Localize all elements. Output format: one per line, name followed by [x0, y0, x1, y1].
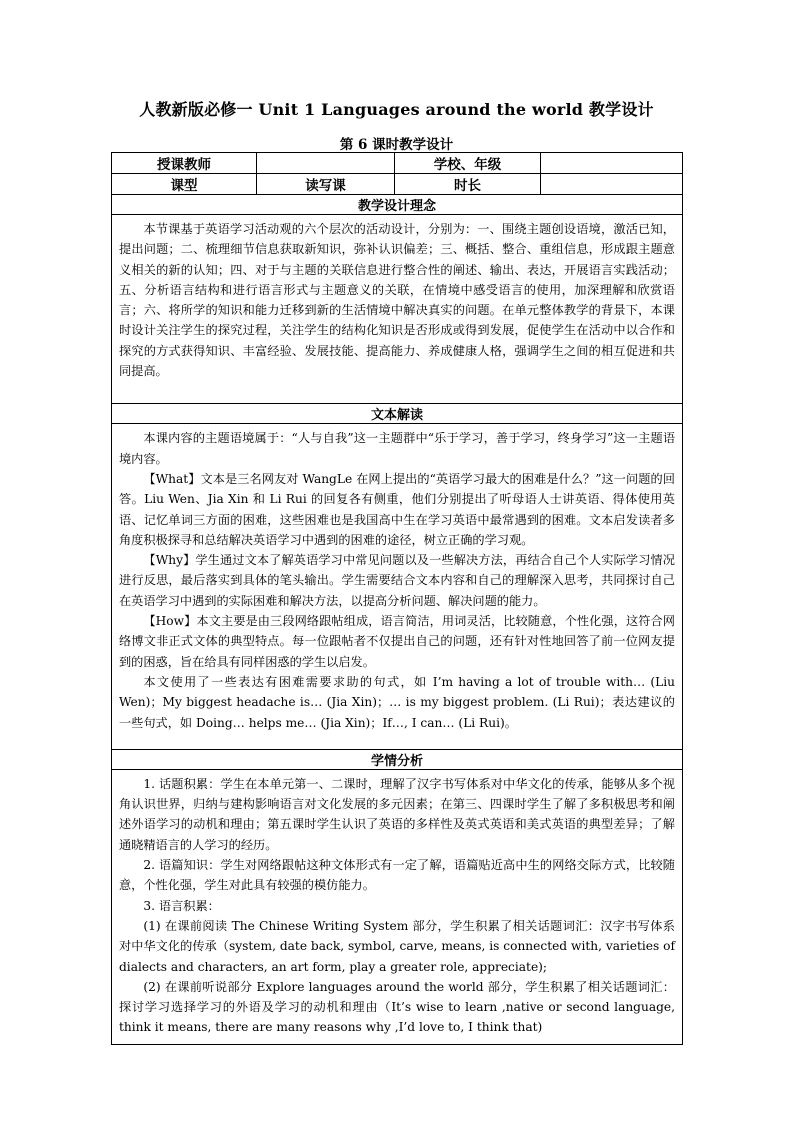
section-title-philosophy: 教学设计理念: [112, 195, 683, 215]
learner-analysis-content: [112, 769, 683, 1044]
school-grade-value: [541, 153, 683, 174]
philosophy-content: [112, 215, 683, 404]
duration-value: [541, 174, 683, 195]
header-row-1: [112, 153, 683, 174]
text-analysis-paragraph: 【How】本文主要是由三段网络跟帖组成，语言简洁，用词灵活，比较随意，个性化强，这符合网络博文非正式文体的典型特点。每一位跟帖者不仅提出自己的问题，还有针对性地回答了前一位网友提到的困惑，旨在给具有同样困惑的学生以启发。: [119, 614, 675, 669]
document-title: 人教新版必修一 Unit 1 Languages around the world 教学设计: [139, 100, 654, 119]
school-grade-label: 学校、年级: [395, 153, 541, 174]
lesson-type-value: 读写课: [257, 174, 395, 195]
header-row-2: [112, 174, 683, 195]
teacher-label: 授课教师: [112, 153, 257, 174]
section-title-text-analysis: 文本解读: [112, 404, 683, 424]
learner-analysis-paragraph: 1. 话题积累：学生在本单元第一、二课时，理解了汉字书写体系对中华文化的传承，能够从多个视角认识世界，归纳与建构影响语言对文化发展的多元因素；在第三、四课时学生了解了多积极思考和阐述外语学习的动机和理由；第五课时学生认识了英语的多样性及英式英语和美式英语的典型差异；了解通晓精语言的人学习的经历。: [119, 776, 675, 852]
text-analysis-content: [112, 424, 683, 749]
learner-analysis-paragraph: (1) 在课前阅读 The Chinese Writing System 部分，学生积累了相关话题词汇：汉字书写体系对中华文化的传承（system, date back, symbol, carve, means, is connected with, varieties of dialects and characters, an art form, play a greater role, appreciate);: [119, 918, 675, 974]
duration-label: 时长: [395, 174, 541, 195]
lesson-subtitle: 第 6 课时教学设计: [339, 137, 454, 153]
text-analysis-paragraph: 【Why】学生通过文本了解英语学习中常见问题以及一些解决方法，再结合自己个人实际学习情况进行反思，最后落实到具体的笔头输出。学生需要结合文本内容和自己的理解深入思考，共同探讨自己在英语学习中遇到的实际困难和解决方法，以提高分析问题、解决问题的能力。: [119, 553, 675, 608]
section-title-learner-analysis: 学情分析: [112, 749, 683, 769]
teacher-value: [257, 153, 395, 174]
text-analysis-paragraph: 【What】文本是三名网友对 WangLe 在网上提出的“英语学习最大的困难是什么？”这一问题的回答。Liu Wen、Jia Xin 和 Li Rui 的回复各有侧重，他们分别提出了听母语人士讲英语、得体使用英语、记忆单词三方面的困难，这些困难也是我国高中生在学习英语中最常遇到的困难。文本启发读者多角度积极探寻和总结解决英语学习中遇到的困难的途径，树立正确的学习观。: [119, 471, 675, 547]
text-analysis-paragraph: 本课内容的主题语境属于：“人与自我”这一主题群中“乐于学习，善于学习，终身学习”这一主题语境内容。: [119, 431, 675, 466]
learner-analysis-paragraph: (2) 在课前听说部分 Explore languages around the world 部分，学生积累了相关话题词汇：探讨学习选择学习的外语及学习的动机和理由（It’s wise to learn ,native or second language, think it means, there are many reasons why ,I’d love to, I think that): [119, 979, 675, 1035]
lesson-plan-table: [111, 152, 683, 1045]
learner-analysis-paragraph: 2. 语篇知识：学生对网络跟帖这种文体形式有一定了解，语篇贴近高中生的网络交际方式，比较随意，个性化强，学生对此具有较强的模仿能力。: [119, 858, 675, 893]
learner-analysis-paragraph: 3. 语言积累：: [143, 898, 220, 913]
text-analysis-paragraph: 本文使用了一些表达有困难需要求助的句式，如 I’m having a lot of trouble with… (Liu Wen)；My biggest headache is… (Jia Xin)；… is my biggest problem. (Li Rui)；表达建议的一些句式，如 Doing… helps me… (Jia Xin)；If…, I can… (Li Rui)。: [119, 674, 675, 730]
lesson-type-label: 课型: [112, 174, 257, 195]
philosophy-paragraph: 本节课基于英语学习活动观的六个层次的活动设计，分别为：一、围绕主题创设语境，激活已知，提出问题；二、梳理细节信息获取新知识，弥补认识偏差；三、概括、整合、重组信息，形成跟主题意义相关的新的认知；四、对于与主题的关联信息进行整合性的阐述、输出、表达，开展语言实践活动；五、分析语言结构和进行语言形式与主题意义的关联，在情境中感受语言的使用，加深理解和欣赏语言；六、将所学的知识和能力迁移到新的生活情境中解决真实的问题。在单元整体教学的背景下，本课时设计关注学生的探究过程，关注学生的结构化知识是否形成或得到发展，促使学生在活动中以合作和探究的方式获得知识、丰富经验、发展技能、提高能力、养成健康人格，强调学生之间的相互促进和共同提高。: [119, 222, 675, 379]
